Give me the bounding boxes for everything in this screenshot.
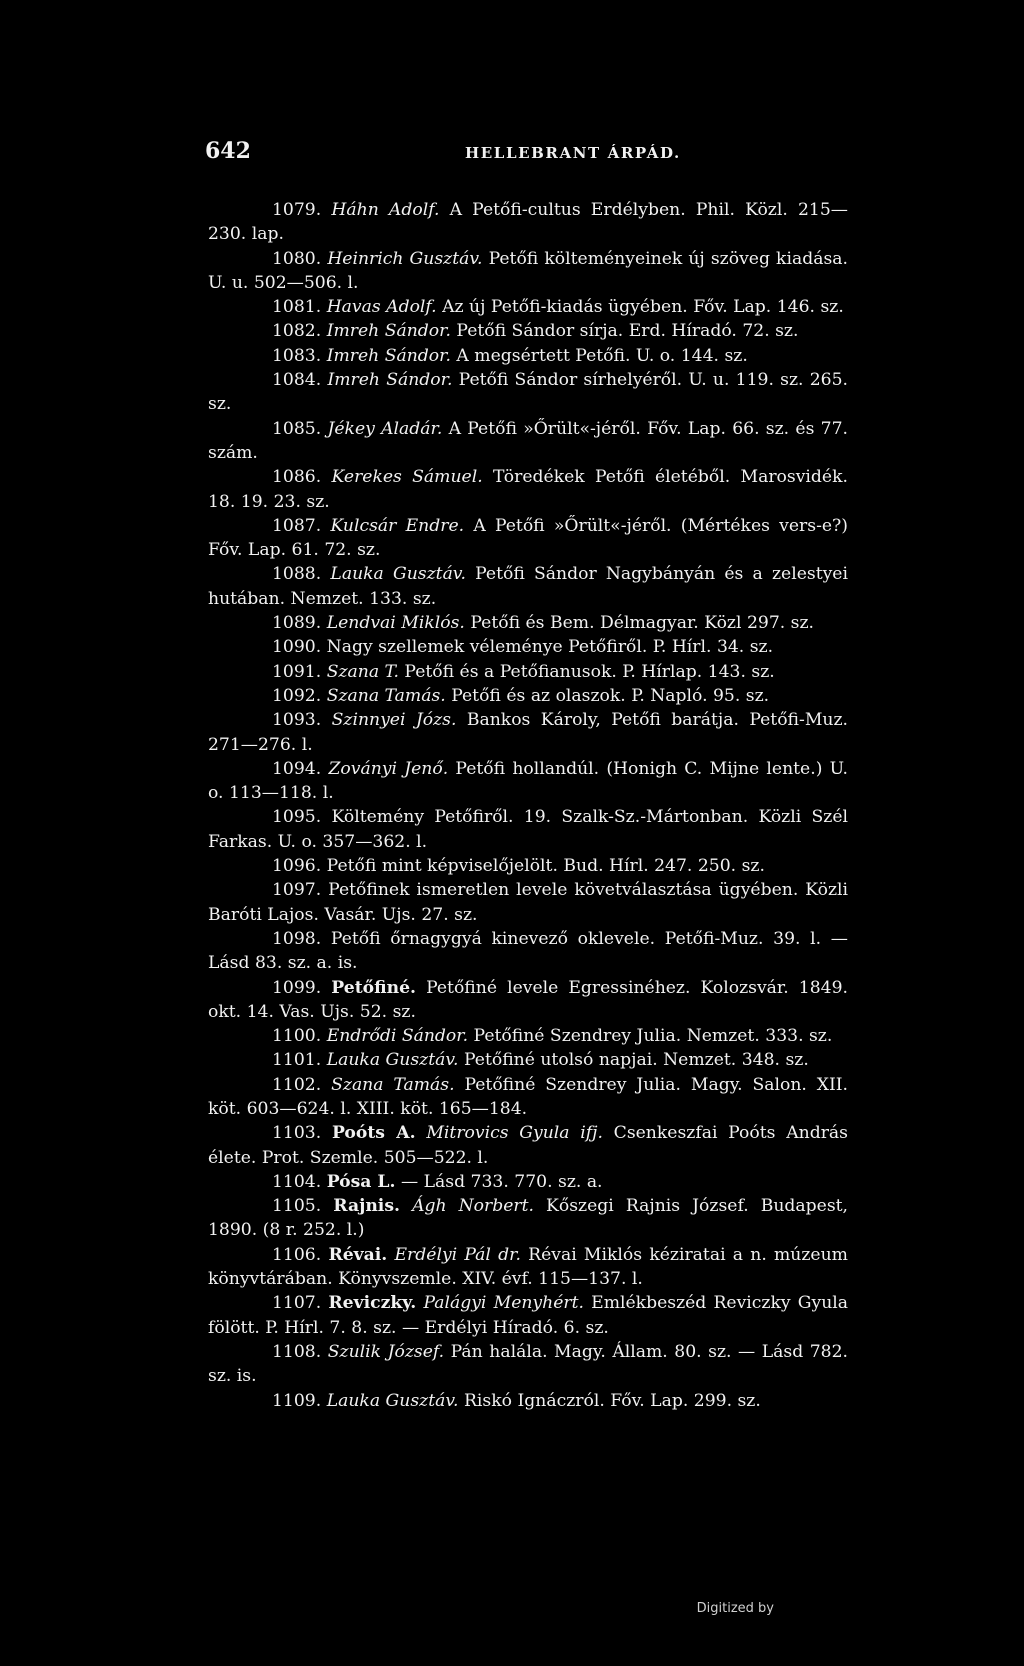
entry-author: Imreh Sándor. <box>326 345 451 366</box>
running-title: HELLEBRANT ÁRPÁD. <box>465 144 681 162</box>
entry-author: Mitrovics Gyula ifj. <box>426 1123 603 1144</box>
entry-number: 1088. <box>272 564 322 585</box>
entry-text: Nagy szellemek véleménye Petőfiről. P. Hírl. 34. sz. <box>321 637 774 658</box>
entry-number: 1096. <box>272 856 322 877</box>
entry-number: 1108. <box>272 1341 322 1362</box>
entry-number: 1085. <box>272 418 322 439</box>
bibliography-entry <box>208 417 848 466</box>
bibliography-entry <box>208 465 848 514</box>
entry-author: Háhn Adolf. <box>331 200 440 220</box>
entry-number: 1082. <box>272 321 322 342</box>
entry-number: 1095. <box>272 807 322 828</box>
bibliography-entry <box>208 1170 848 1194</box>
entry-text: A Petőfi »Őrült«-jéről. Főv. Lap. 66. sz. és 77. szám. <box>208 418 848 463</box>
entry-subject: Poóts A. <box>331 1123 416 1144</box>
entry-subject: Petőfiné. <box>331 977 417 998</box>
entry-subject: Reviczky. <box>328 1293 417 1314</box>
entry-text: A Petőfi »Őrült«-jéről. (Mértékes vers-e?) Főv. Lap. 61. 72. sz. <box>208 515 848 561</box>
bibliography-entry <box>208 1121 848 1170</box>
entry-subject: Pósa L. <box>326 1171 396 1192</box>
entry-number: 1101. <box>272 1050 322 1071</box>
entry-text: Költemény Petőfiről. 19. Szalk-Sz.-Mártonban. Közli Szél Farkas. U. o. 357—362. l. <box>208 807 848 852</box>
entry-number: 1087. <box>272 515 322 536</box>
bibliography-entry <box>208 927 848 976</box>
entry-author: Endrődi Sándor. <box>326 1026 469 1047</box>
bibliography-list <box>208 198 848 1413</box>
entry-number: 1106. <box>272 1244 322 1265</box>
entry-number: 1109. <box>272 1390 322 1411</box>
bibliography-entry <box>208 1048 848 1072</box>
entry-number: 1089. <box>272 613 322 634</box>
entry-author: Kulcsár Endre. <box>330 515 465 536</box>
entry-author: Szana Tamás. <box>326 685 446 706</box>
entry-number: 1081. <box>272 297 322 318</box>
entry-number: 1104. <box>272 1171 322 1192</box>
entry-author: Lauka Gusztáv. <box>330 564 466 585</box>
entry-author: Szana T. <box>326 661 399 682</box>
entry-text: Töredékek Petőfi életéből. Marosvidék. 18. 19. 23. sz. <box>208 467 848 512</box>
entry-text: Bankos Károly, Petőfi barátja. Petőfi-Muz. 271—276. l. <box>208 710 849 755</box>
digitized-by-label: Digitized by <box>696 1601 774 1616</box>
entry-text: Petőfi őrnagygyá kinevező oklevele. Petőfi-Muz. 39. l. — Lásd 83. sz. a. is. <box>208 928 848 974</box>
entry-author: Imreh Sándor. <box>327 370 453 391</box>
bibliography-entry <box>208 1340 848 1389</box>
entry-author: Kerekes Sámuel. <box>331 467 483 488</box>
entry-number: 1094. <box>272 758 322 779</box>
bibliography-entry <box>208 344 848 368</box>
bibliography-entry <box>208 1389 848 1413</box>
entry-number: 1102. <box>272 1074 322 1095</box>
entry-author: Ágh Norbert. <box>412 1196 534 1217</box>
page-number: 642 <box>205 138 251 164</box>
bibliography-entry <box>208 562 848 611</box>
entry-author: Heinrich Gusztáv. <box>327 248 483 269</box>
bibliography-entry <box>208 854 848 878</box>
bibliography-entry <box>208 368 848 417</box>
entry-author: Lauka Gusztáv. <box>326 1050 459 1071</box>
bibliography-entry <box>208 295 848 319</box>
entry-number: 1083. <box>272 345 322 366</box>
entry-number: 1103. <box>272 1123 322 1144</box>
entry-number: 1100. <box>272 1026 322 1047</box>
entry-number: 1093. <box>272 710 322 731</box>
entry-text: A megsértett Petőfi. U. o. 144. sz. <box>450 345 748 366</box>
bibliography-entry <box>208 976 848 1025</box>
entry-text: Petőfiné Szendrey Julia. Nemzet. 333. sz. <box>468 1026 833 1047</box>
entry-subject: Révai. <box>328 1244 388 1265</box>
entry-text: Petőfi és a Petőfianusok. P. Hírlap. 143. sz. <box>398 661 775 682</box>
entry-author: Jékey Aladár. <box>327 418 443 439</box>
entry-text: Petőfiné levele Egressinéhez. Kolozsvár. 1849. okt. 14. Vas. Ujs. 52. sz. <box>208 977 848 1022</box>
entry-text: — Lásd 733. 770. sz. a. <box>395 1171 603 1192</box>
entry-text: Az új Petőfi-kiadás ügyében. Főv. Lap. 146. sz. <box>436 297 844 318</box>
entry-text: Petőfi és Bem. Délmagyar. Közl 297. sz. <box>464 613 815 634</box>
entry-text: Petőfiné Szendrey Julia. Magy. Salon. XII. köt. 603—624. l. XIII. köt. 165—184. <box>208 1074 849 1119</box>
entry-text: A Petőfi-cultus Erdélyben. Phil. Közl. 215—230. lap. <box>208 200 848 245</box>
entry-number: 1091. <box>272 661 322 682</box>
bibliography-entry <box>208 635 848 659</box>
bibliography-entry <box>208 319 848 343</box>
entry-number: 1090. <box>272 637 322 658</box>
bibliography-entry <box>208 1243 848 1292</box>
entry-author: Havas Adolf. <box>326 297 437 318</box>
entry-author: Imreh Sándor. <box>326 321 451 342</box>
bibliography-entry <box>208 514 848 563</box>
bibliography-entry <box>208 805 848 854</box>
bibliography-entry <box>208 1194 848 1243</box>
bibliography-entry <box>208 198 848 247</box>
entry-text: Petőfiné utolsó napjai. Nemzet. 348. sz. <box>458 1050 809 1071</box>
entry-author: Palágyi Menyhért. <box>423 1293 584 1314</box>
entry-author: Szulik József. <box>327 1341 445 1362</box>
entry-text: Petőfi költeményeinek új szöveg kiadása. U. u. 502—506. l. <box>208 248 848 293</box>
entry-text: Petőfi Sándor sírhelyéről. U. u. 119. sz. 265. sz. <box>208 370 848 415</box>
entry-author: Zoványi Jenő. <box>328 758 449 779</box>
bibliography-entry <box>208 1024 848 1048</box>
entry-text: Petőfi Sándor sírja. Erd. Híradó. 72. sz. <box>450 321 799 342</box>
entry-number: 1105. <box>272 1196 322 1217</box>
bibliography-entry <box>208 660 848 684</box>
bibliography-entry <box>208 878 848 927</box>
entry-number: 1097. <box>272 880 322 901</box>
entry-author: Erdélyi Pál dr. <box>394 1244 521 1265</box>
entry-number: 1099. <box>272 977 322 998</box>
entry-text: Révai Miklós kéziratai a n. múzeum könyvtárában. Könyvszemle. XIV. évf. 115—137. l. <box>208 1244 848 1290</box>
page-header <box>205 138 845 168</box>
entry-text: Kőszegi Rajnis József. Budapest, 1890. (8 r. 252. l.) <box>208 1196 849 1241</box>
entry-text: Emlékbeszéd Reviczky Gyula fölött. P. Hírl. 7. 8. sz. — Erdélyi Híradó. 6. sz. <box>208 1293 849 1338</box>
entry-author: Szinnyei Józs. <box>331 710 457 731</box>
entry-subject: Rajnis. <box>333 1196 401 1217</box>
entry-number: 1084. <box>272 370 322 391</box>
entry-author: Lendvai Miklós. <box>326 613 465 634</box>
entry-text: Petőfi és az olaszok. P. Napló. 95. sz. <box>445 685 770 706</box>
bibliography-entry <box>208 757 848 806</box>
entry-text: Riskó Ignáczról. Főv. Lap. 299. sz. <box>458 1390 761 1411</box>
entry-text: Csenkeszfai Poóts András élete. Prot. Szemle. 505—522. l. <box>208 1123 848 1168</box>
bibliography-entry <box>208 1291 848 1340</box>
bibliography-entry <box>208 611 848 635</box>
entry-number: 1092. <box>272 685 322 706</box>
bibliography-entry <box>208 1073 848 1122</box>
entry-text: Petőfinek ismeretlen levele követválasztása ügyében. Közli Baróti Lajos. Vasár. Ujs. 27. sz. <box>208 880 848 925</box>
bibliography-entry <box>208 247 848 296</box>
entry-author: Lauka Gusztáv. <box>326 1390 459 1411</box>
entry-number: 1080. <box>272 248 322 269</box>
entry-number: 1107. <box>272 1293 322 1314</box>
entry-text: Petőfi Sándor Nagybányán és a zelestyei hutában. Nemzet. 133. sz. <box>208 564 848 609</box>
entry-number: 1079. <box>272 200 322 220</box>
entry-text: Pán halála. Magy. Állam. 80. sz. — Lásd 782. sz. is. <box>208 1341 848 1387</box>
bibliography-entry <box>208 684 848 708</box>
entry-author: Szana Tamás. <box>331 1074 455 1095</box>
entry-text: Petőfi mint képviselőjelölt. Bud. Hírl. 247. 250. sz. <box>321 856 765 877</box>
entry-text: Petőfi hollandúl. (Honigh C. Mijne lente.) U. o. 113—118. l. <box>208 758 849 804</box>
entry-number: 1086. <box>272 467 322 488</box>
bibliography-entry <box>208 708 848 757</box>
entry-number: 1098. <box>272 928 322 949</box>
